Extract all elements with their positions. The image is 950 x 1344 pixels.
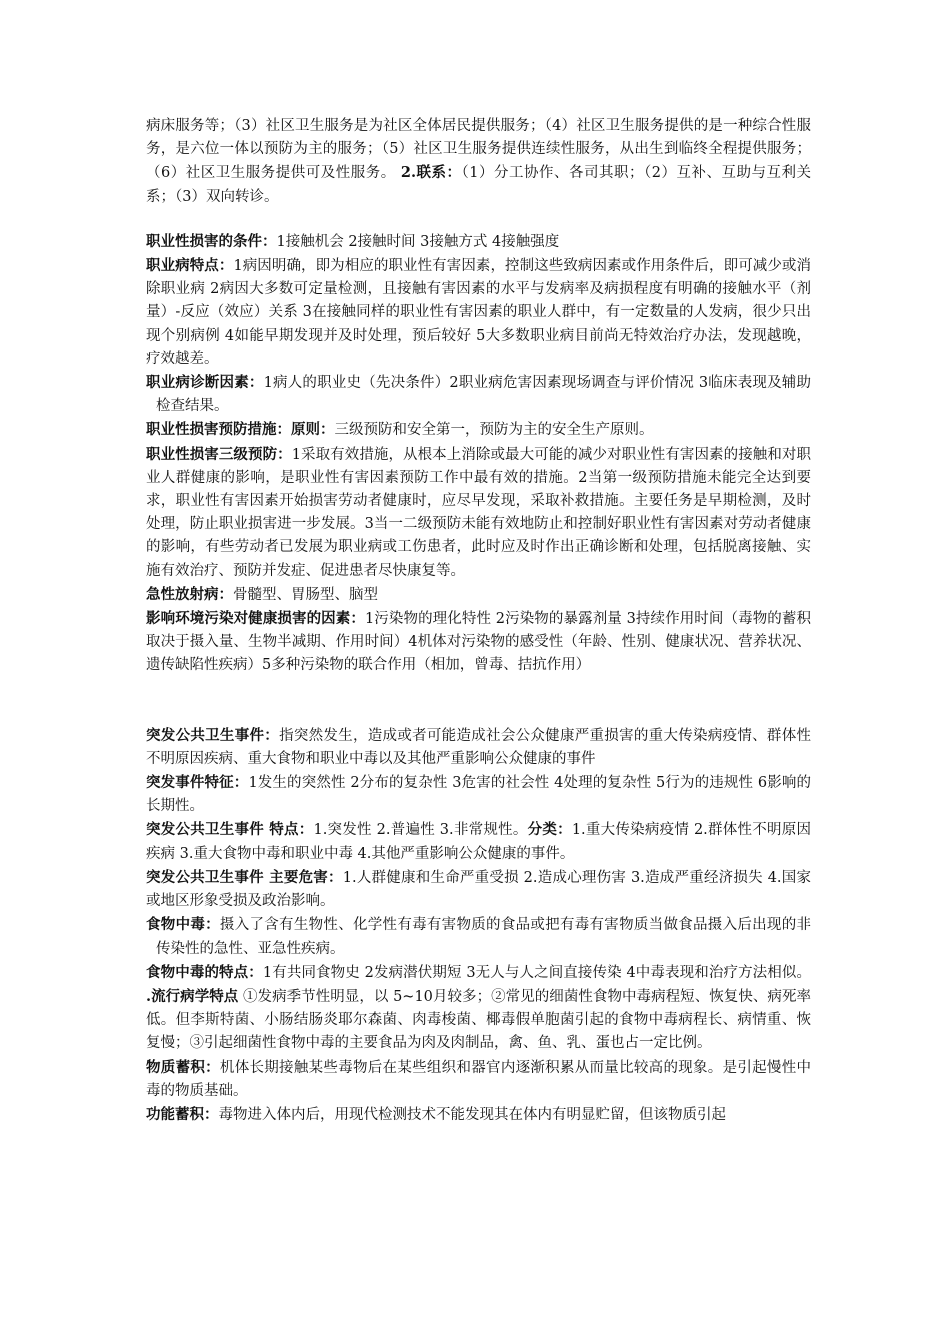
paragraph-prevention-measures <box>146 418 811 442</box>
paragraph-text: ①发病季节性明显，以 5~10月较多；②常见的细菌性食物中毒病程短、恢复快、病死率低。但李斯特菌、小肠结肠炎耶尔森菌、肉毒梭菌、椰毒假单胞菌引起的食物中毒病程长、病情重、恢复慢；③引起细菌性食物中毒的主要食品为肉及肉制品，禽、鱼、乳、蛋也占一定比例。 <box>146 988 811 1052</box>
term-label-principle: 原则： <box>291 421 335 439</box>
paragraph-material-accumulation <box>146 1056 811 1103</box>
term-label: 影响环境污染对健康损害的因素： <box>146 610 365 628</box>
term-label: 食物中毒： <box>146 916 220 934</box>
paragraph-emergency-main-hazards <box>146 866 811 913</box>
spacer <box>146 209 811 230</box>
paragraph-text: 1.突发性 2.普遍性 3.非常规性。 <box>313 822 528 839</box>
term-label-epidemiology: .流行病学特点 <box>146 987 239 1005</box>
term-label: 急性放射病： <box>146 585 233 603</box>
term-label: 突发公共卫生事件： <box>146 726 280 744</box>
term-label: 功能蓄积： <box>146 1105 219 1123</box>
paragraph-text: 骨髓型、胃肠型、脑型 <box>233 586 378 603</box>
paragraph-text: （1）分工协作、各司其职；（2）互补、互助与互利关系；（3）双向转诊。 <box>146 165 812 205</box>
term-label: 食物中毒的特点： <box>146 963 263 981</box>
term-label: 职业性损害预防措施： <box>146 421 291 439</box>
paragraph-text: 摄入了含有生物性、化学性有毒有害物质的食品或把有毒有害物质当做食品摄入后出现的非传染性的急性、亚急性疾病。 <box>156 917 811 957</box>
paragraph-text: 机体长期接触某些毒物后在某些组织和器官内逐渐积累从而量比较高的现象。是引起慢性中毒的物质基础。 <box>146 1059 811 1099</box>
paragraph-occupational-disease-features <box>146 254 811 371</box>
paragraph-text: 三级预防和安全第一，预防为主的安全生产原则。 <box>334 422 654 439</box>
term-label: 职业性损害三级预防： <box>146 445 292 463</box>
term-label: 突发公共卫生事件 特点： <box>146 821 314 839</box>
paragraph-text: 1有共同食物史 2发病潜伏期短 3无人与人之间直接传染 4中毒表现和治疗方法相似。 <box>262 964 812 981</box>
paragraph-emergency-characteristics <box>146 771 811 818</box>
paragraph-functional-accumulation <box>146 1103 811 1127</box>
term-label: 物质蓄积： <box>146 1058 220 1076</box>
paragraph-three-level-prevention <box>146 443 811 583</box>
document-body <box>146 115 811 1127</box>
term-label: 突发事件特征： <box>146 774 249 792</box>
paragraph-text: 1病因明确，即为相应的职业性有害因素，控制这些致病因素或作用条件后，即可减少或消除职业病 2病因大多数可定量检测，且接触有害因素的水平与发病率及病损程度有明确的接触水平（剂量）-反应（效应）关系 3在接触同样的职业性有害因素的职业人群中，有一定数量的人发病，很少只出现个别病例 4如能早期发现并及时处理，预后较好 5大多数职业病目前尚无特效治疗办法，发现越晚，疗效越差。 <box>146 258 811 367</box>
paragraph-occupational-damage-conditions <box>146 230 811 254</box>
paragraph-public-health-emergency <box>146 724 811 771</box>
paragraph-food-poisoning-features <box>146 961 811 1056</box>
paragraph-text: 1接触机会 2接触时间 3接触方式 4接触强度 <box>276 233 560 250</box>
term-label: 职业病特点： <box>146 257 234 275</box>
paragraph-text: 1.重大传染病疫情 2.群体性不明原因疾病 3.重大食物中毒和职业中毒 4.其他严重影响公众健康的事件。 <box>146 822 811 862</box>
paragraph-text: 1污染物的理化特性 2污染物的暴露剂量 3持续作用时间（毒物的蓄积取决于摄入量、生物半减期、作用时间）4机体对污染物的感受性（年龄、性别、健康状况、营养状况、遗传缺陷性疾病）5多种污染物的联合作用（相加，曾毒、拮抗作用） <box>146 611 811 674</box>
paragraph-text: 1.人群健康和生命严重受损 2.造成心理伤害 3.造成严重经济损失 4.国家或地区形象受损及政治影响。 <box>146 869 811 910</box>
paragraph-pollution-health-factors <box>146 607 811 678</box>
paragraph-text: 1病人的职业史（先决条件）2职业病危害因素现场调查与评价情况 3临床表现及辅助检查结果。 <box>156 375 811 415</box>
paragraph-occupational-diagnosis-factors <box>146 371 811 418</box>
paragraph-text: 病床服务等；（3）社区卫生服务是为社区全体居民提供服务；（4）社区卫生服务提供的是一种综合性服务，是六位一体以预防为主的服务；（5）社区卫生服务提供连续性服务，从出生到临终全程提供服务；（6）社区卫生服务提供可及性服务。 <box>146 118 811 182</box>
term-label-classification: 分类： <box>527 821 572 839</box>
paragraph-text: 毒物进入体内后，用现代检测技术不能发现其在体内有明显贮留，但该物质引起 <box>218 1106 726 1123</box>
term-label: 职业性损害的条件： <box>146 232 277 250</box>
term-label-relations: 2.联系： <box>400 164 462 182</box>
paragraph-emergency-features-classification <box>146 818 811 865</box>
paragraph-acute-radiation-sickness <box>146 583 811 607</box>
term-label: 职业病诊断因素： <box>146 374 264 392</box>
term-label: 突发公共卫生事件 主要危害： <box>146 868 343 886</box>
paragraph-community-health-services <box>146 115 811 209</box>
paragraph-text: 1采取有效措施，从根本上消除或最大可能的减少对职业性有害因素的接触和对职业人群健康的影响，是职业性有害因素预防工作中最有效的措施。2当第一级预防措施未能完全达到要求，职业性有害因素开始损害劳动者健康时，应尽早发现，采取补救措施。主要任务是早期检测，及时处理，防止职业损害进一步发展。3当一二级预防未能有效地防止和控制好职业性有害因素对劳动者健康的影响，有些劳动者已发展为职业病或工伤患者，此时应及时作出正确诊断和处理，包括脱离接触、实施有效治疗、预防并发症、促进患者尽快康复等。 <box>146 446 811 579</box>
paragraph-text: 指突然发生，造成或者可能造成社会公众健康严重损害的重大传染病疫情、群体性不明原因疾病、重大食物和职业中毒以及其他严重影响公众健康的事件 <box>146 727 812 767</box>
paragraph-text: 1发生的突然性 2分布的复杂性 3危害的社会性 4处理的复杂性 5行为的违规性 6影响的长期性。 <box>146 775 812 815</box>
paragraph-food-poisoning <box>146 913 811 960</box>
spacer <box>146 678 811 724</box>
